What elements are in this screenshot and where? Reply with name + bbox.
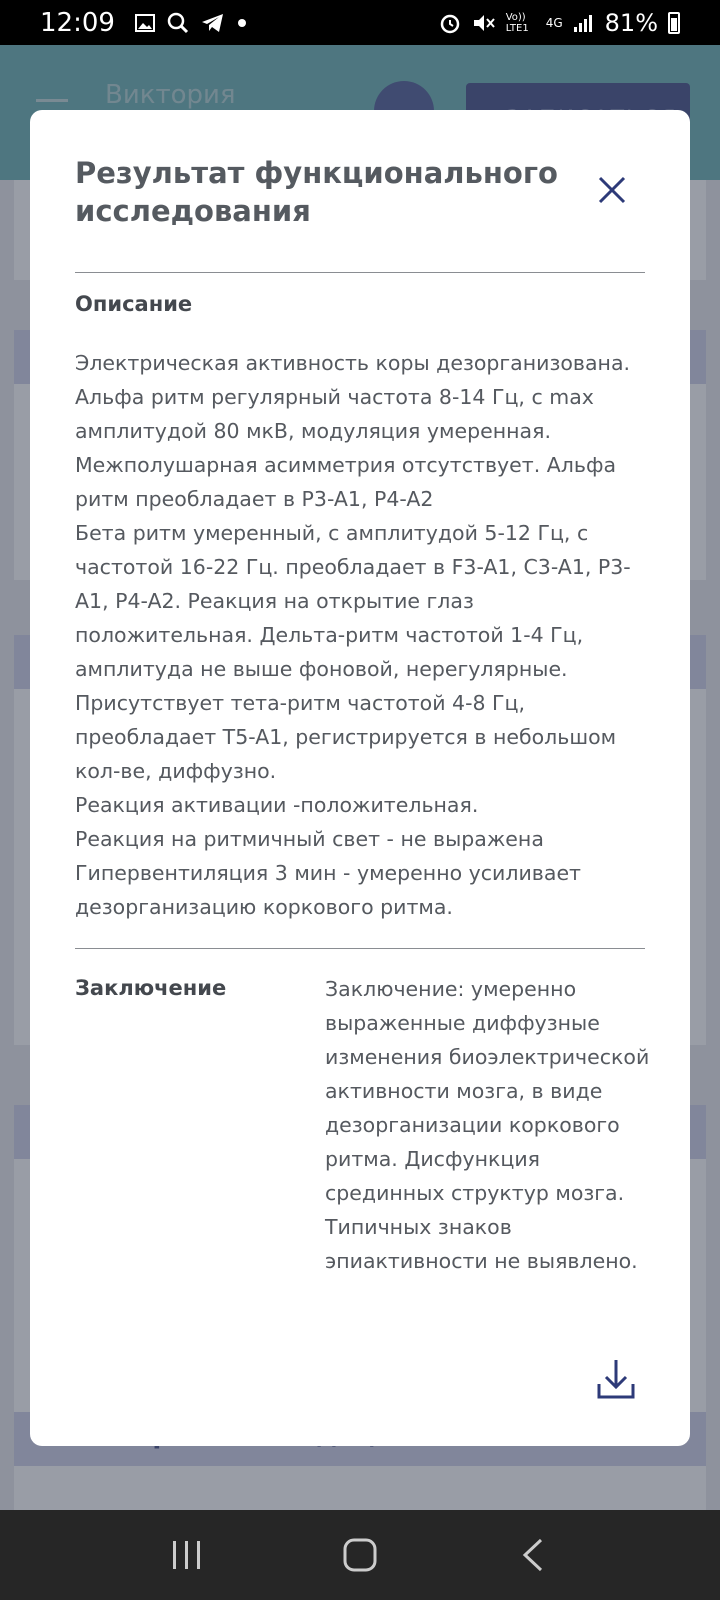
signal-icon <box>573 13 595 33</box>
download-icon <box>596 1358 636 1400</box>
image-icon <box>135 14 155 32</box>
conclusion-heading: Заключение <box>75 976 227 1000</box>
network-label: 4G <box>545 15 563 30</box>
divider <box>75 948 645 949</box>
status-notification-icons <box>135 12 247 34</box>
status-bar <box>0 0 720 45</box>
home-icon <box>342 1537 378 1573</box>
battery-percent: 81% <box>604 8 658 37</box>
battery-icon <box>668 12 680 34</box>
back-button[interactable] <box>503 1525 563 1585</box>
close-button[interactable] <box>590 168 634 212</box>
result-modal <box>30 110 690 1446</box>
dot-icon <box>237 18 247 28</box>
close-icon <box>598 176 626 204</box>
modal-title: Результат функционального исследования <box>75 156 558 228</box>
alarm-icon <box>438 11 462 35</box>
status-time: 12:09 <box>40 7 115 38</box>
status-system-icons <box>438 9 680 37</box>
home-button[interactable] <box>330 1525 390 1585</box>
back-icon <box>521 1538 545 1572</box>
system-nav-bar <box>0 1510 720 1600</box>
mute-icon <box>472 12 496 34</box>
download-button[interactable] <box>596 1358 636 1400</box>
search-icon <box>167 12 189 34</box>
telegram-icon <box>201 13 225 33</box>
description-heading: Описание <box>75 292 193 316</box>
volte-label: Vo)) LTE1 <box>505 11 529 34</box>
recents-button[interactable] <box>157 1525 217 1585</box>
divider <box>75 272 645 273</box>
conclusion-text: Заключение: умеренно выраженные диффузные изменения биоэлектрической активности мозга, в виде дезорганизации коркового ритма. Дисфункция срединных структур мозга. Типичных знаков эпиактивности не выявлено. <box>325 977 650 1273</box>
recents-icon <box>171 1539 203 1571</box>
description-text: Электрическая активность коры дезорганизована. Альфа ритм регулярный частота 8-14 Гц, с max амплитудой 80 мкВ, модуляция умеренная. Межполушарная асимметрия отсутствует. Альфа ритм преобладает в P3-A1, P4-A2 Бета ритм умеренный, с амплитудой 5-12 Гц, с частотой 16-22 Гц. преобладает в F3-A1, C3-A1, P3-A1, P4-A2. Реакция на открытие глаз положительная. Дельта-ритм частотой 1-4 Гц, амплитуда не выше фоновой, нерегулярные. Присутствует тета-ритм частотой 4-8 Гц, преобладает T5-A1, регистрируется в небольшом кол-ве, диффузно. Реакция активации -положительная. Реакция на ритмичный свет - не выражена Гипервентиляция 3 мин - умеренно усиливает дезорганизацию коркового ритма. <box>75 351 631 919</box>
